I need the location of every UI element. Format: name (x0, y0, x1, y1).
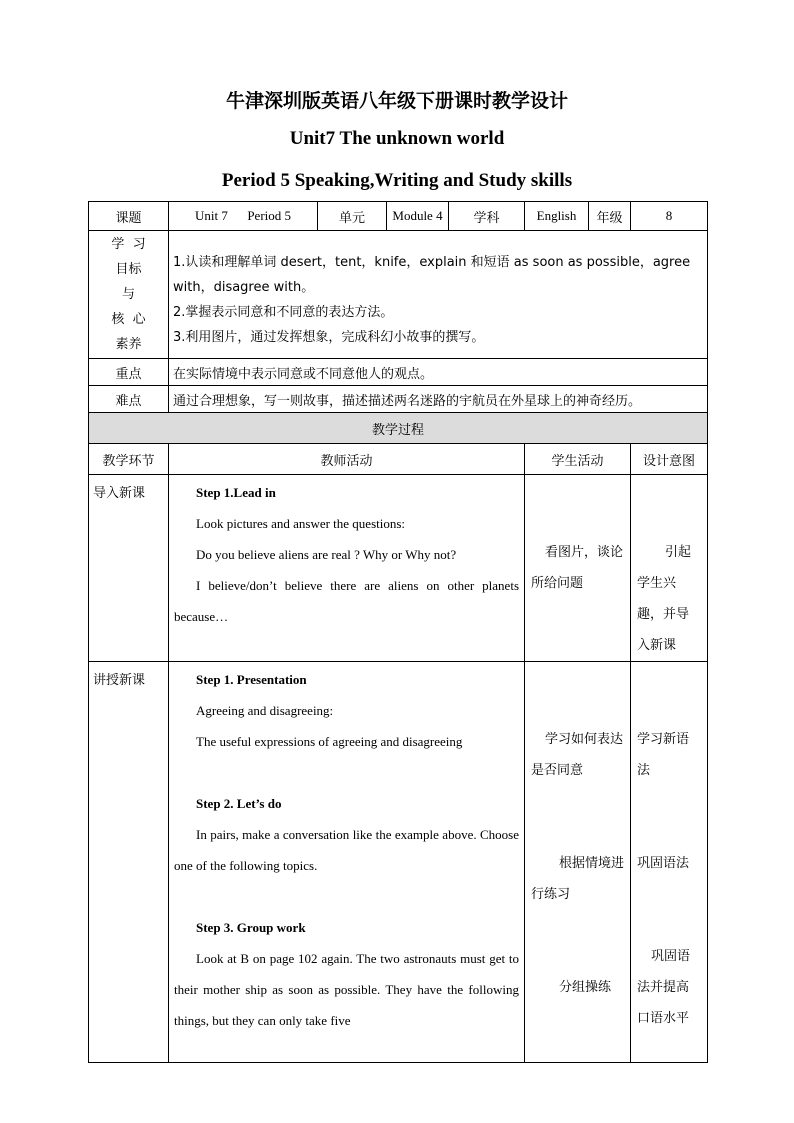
goals-label-line: 核 心 (111, 312, 146, 327)
teacher-line: Agreeing and disagreeing: (196, 703, 334, 718)
intent-new-lesson (631, 662, 708, 1063)
teacher-activity-lead-in (169, 475, 525, 662)
goals-label-line: 与 (121, 287, 135, 302)
process-header-row (89, 413, 708, 444)
teacher-line: In pairs, make a conversation like the example above. Choose one of the following topics. (174, 827, 519, 873)
stage-lead-in: 导入新课 (89, 475, 169, 662)
intent-text: 巩固语法 (637, 856, 690, 871)
goals-row (89, 231, 708, 359)
goals-label-line: 目标 (115, 262, 142, 277)
teacher-line: I believe/don’t believe there are aliens on other planets because… (174, 578, 519, 624)
intent-text: 巩固语法并提高口语水平 (637, 949, 691, 1026)
process-header: 教学过程 (89, 413, 708, 444)
intent-text: 学习新语法 (637, 732, 690, 778)
student-text: 分组操练 (559, 980, 612, 995)
topic-value: Unit 7 Period 5 (169, 202, 318, 231)
goal-item: 3.利用图片，通过发挥想象，完成科幻小故事的撰写。 (173, 330, 485, 345)
student-text: 看图片，谈论所给问题 (531, 545, 624, 591)
student-text: 根据情境进行练习 (531, 856, 625, 902)
intent-text: 引起学生兴趣，并导入新课 (637, 545, 692, 653)
step-title: Step 1.Lead in (196, 485, 276, 500)
teacher-activity-new-lesson (169, 662, 525, 1063)
lesson-plan-table (88, 201, 708, 1063)
goal-item: 2.掌握表示同意和不同意的表达方法。 (173, 305, 394, 320)
header-row (89, 202, 708, 231)
step-title: Step 1. Presentation (196, 672, 307, 687)
goals-content (169, 231, 708, 359)
period-title: Period 5 Speaking,Writing and Study skills (221, 170, 573, 191)
stage-new-lesson: 讲授新课 (89, 662, 169, 1063)
subject-label: 学科 (449, 202, 525, 231)
student-text: 学习如何表达是否同意 (531, 732, 624, 778)
difficulty-text: 通过合理想象，写一则故事，描述描述两名迷路的宇航员在外星球上的神奇经历。 (169, 386, 708, 413)
student-activity-lead-in (525, 475, 631, 662)
module-value: Module 4 (387, 202, 449, 231)
table-row (89, 475, 708, 662)
col-stage: 教学环节 (89, 444, 169, 475)
teacher-line: The useful expressions of agreeing and disagreeing (196, 734, 463, 749)
module-label: 单元 (318, 202, 387, 231)
key-point-text: 在实际情境中表示同意或不同意他人的观点。 (169, 359, 708, 386)
subject-value: English (525, 202, 589, 231)
col-intent: 设计意图 (631, 444, 708, 475)
table-row (89, 662, 708, 1063)
teacher-line: Do you believe aliens are real ? Why or Why not? (196, 547, 457, 562)
intent-lead-in (631, 475, 708, 662)
grade-label: 年级 (589, 202, 631, 231)
topic-label: 课题 (89, 202, 169, 231)
teacher-line: Look pictures and answer the questions: (196, 516, 406, 531)
col-student: 学生活动 (525, 444, 631, 475)
key-point-row (89, 359, 708, 386)
student-activity-new-lesson (525, 662, 631, 1063)
document-title: 牛津深圳版英语八年级下册课时教学设计 (225, 90, 568, 112)
unit-title: Unit7 The unknown world (289, 128, 505, 149)
col-teacher: 教师活动 (169, 444, 525, 475)
column-header-row (89, 444, 708, 475)
teacher-line: Look at B on page 102 again. The two astronauts must get to their mother ship as soon as possible. They have the following things, but they can only take five (174, 951, 519, 1028)
key-point-label: 重点 (89, 359, 169, 386)
difficulty-row (89, 386, 708, 413)
step-title: Step 2. Let’s do (196, 796, 282, 811)
grade-value: 8 (631, 202, 708, 231)
difficulty-label: 难点 (89, 386, 169, 413)
goals-label-line: 素养 (115, 337, 142, 352)
goal-item: 1.认读和理解单词 desert，tent，knife，explain 和短语 as soon as possible，agree with，disagree with。 (173, 255, 691, 295)
goals-label-line: 学 习 (111, 237, 146, 252)
goals-label (89, 231, 169, 359)
step-title: Step 3. Group work (196, 920, 306, 935)
